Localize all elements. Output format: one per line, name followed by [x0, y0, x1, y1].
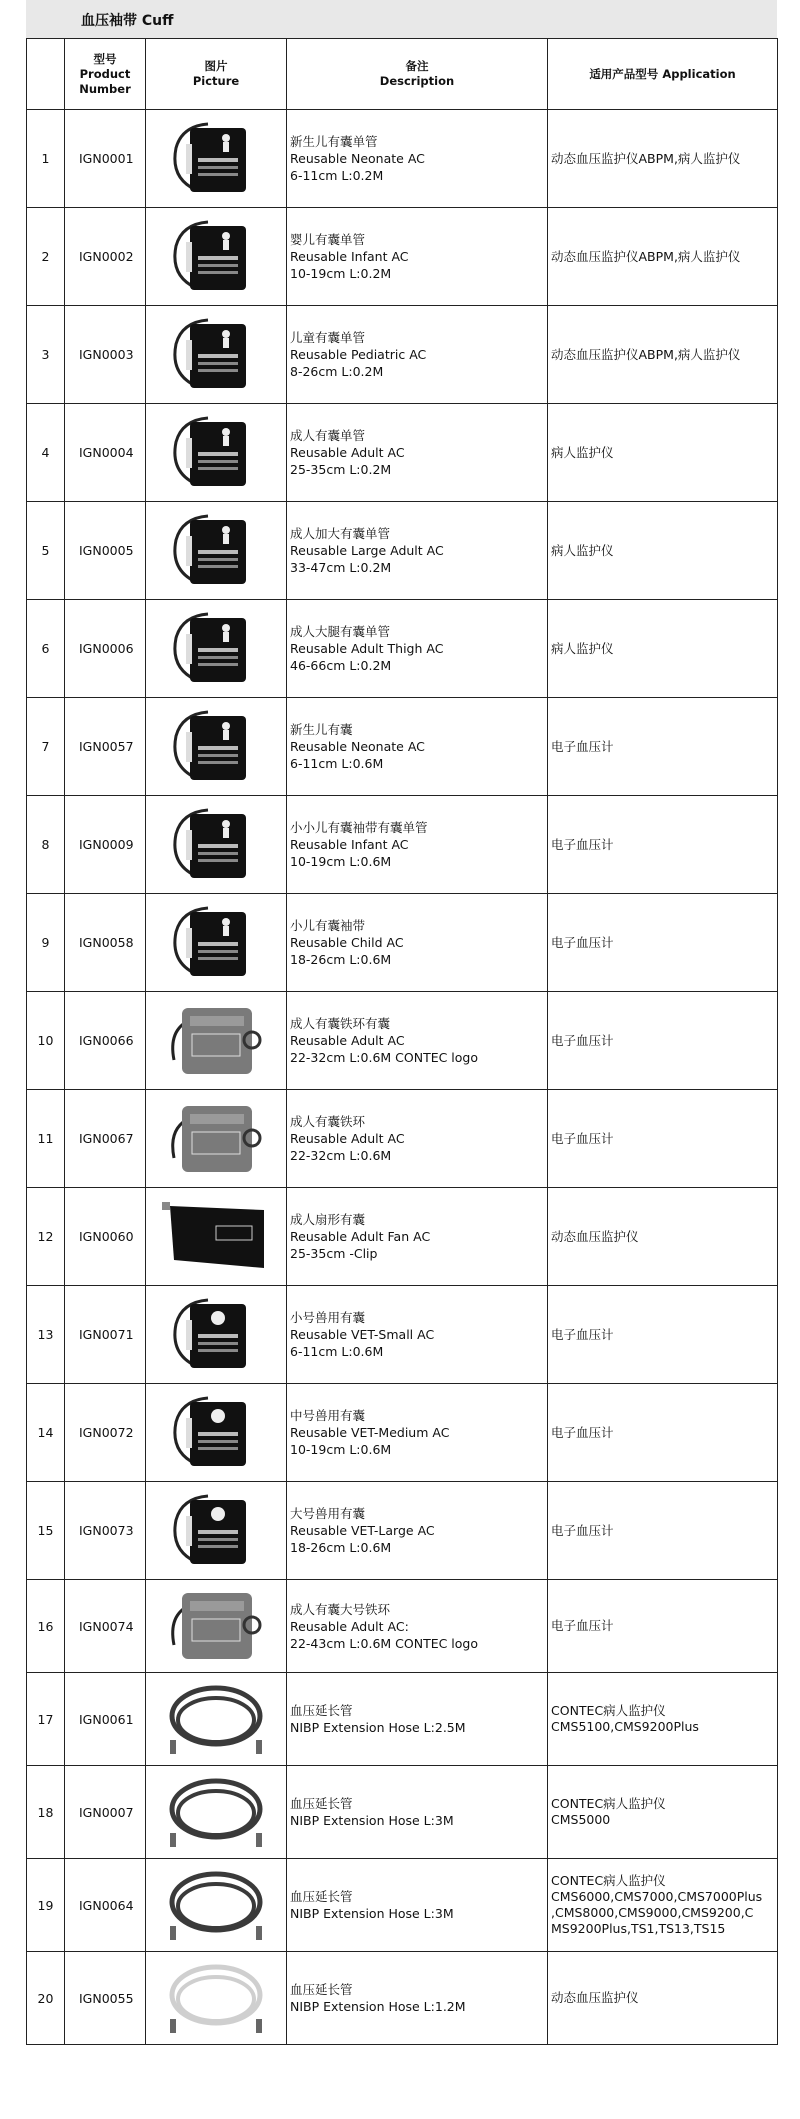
- product-description: [287, 698, 548, 796]
- application-line: CONTEC病人监护仪: [551, 1796, 666, 1811]
- header-number: [27, 39, 65, 110]
- description-line: 成人有囊大号铁环: [290, 1601, 391, 1617]
- product-number: IGN0066: [65, 992, 146, 1090]
- product-number: IGN0007: [65, 1766, 146, 1859]
- vet-medium-cuff-icon: [160, 1392, 272, 1474]
- product-application: [548, 1286, 778, 1384]
- description-line: 小儿有囊袖带: [290, 918, 366, 933]
- product-description: [287, 502, 548, 600]
- description-line: Reusable Neonate AC: [290, 739, 425, 754]
- infant-cuff-hose-icon: [160, 804, 272, 886]
- description-line: 10-19cm L:0.2M: [290, 266, 392, 281]
- application-line: 电子血压计: [551, 1032, 614, 1048]
- description-line: 33-47cm L:0.2M: [290, 560, 392, 575]
- description-line: Reusable Adult AC: [290, 1131, 405, 1146]
- header-picture: [146, 39, 287, 110]
- product-picture: [146, 110, 287, 208]
- row-number: 11: [27, 1090, 65, 1188]
- vet-small-cuff-icon: [160, 1294, 272, 1376]
- white-extension-hose-icon: [160, 1957, 272, 2039]
- product-picture: [146, 796, 287, 894]
- application-line: ,CMS8000,CMS9000,CMS9200,C: [551, 1905, 754, 1920]
- product-application: [548, 1384, 778, 1482]
- description-line: 血压延长管: [290, 1889, 353, 1904]
- table-row: [27, 1580, 778, 1673]
- product-description: [287, 894, 548, 992]
- product-picture: [146, 1286, 287, 1384]
- description-line: Reusable Adult AC: [290, 445, 405, 460]
- table-row: [27, 110, 778, 208]
- fan-cuff-icon: [160, 1196, 272, 1278]
- description-line: NIBP Extension Hose L:1.2M: [290, 1999, 466, 2014]
- product-picture: [146, 1673, 287, 1766]
- product-application: [548, 404, 778, 502]
- description-line: Reusable Adult AC: [290, 1033, 405, 1048]
- row-number: 18: [27, 1766, 65, 1859]
- adult-thigh-cuff-icon: [160, 608, 272, 690]
- product-application: [548, 306, 778, 404]
- description-line: 18-26cm L:0.6M: [290, 1540, 392, 1555]
- product-description: [287, 1766, 548, 1859]
- product-picture: [146, 404, 287, 502]
- product-number: IGN0006: [65, 600, 146, 698]
- product-application: [548, 992, 778, 1090]
- product-description: [287, 1286, 548, 1384]
- product-application: [548, 502, 778, 600]
- product-number: IGN0067: [65, 1090, 146, 1188]
- application-line: 电子血压计: [551, 1618, 614, 1633]
- row-number: 9: [27, 894, 65, 992]
- extension-hose-icon: [160, 1678, 272, 1760]
- product-description: [287, 208, 548, 306]
- product-application: [548, 1188, 778, 1286]
- product-number: IGN0005: [65, 502, 146, 600]
- product-description: [287, 306, 548, 404]
- product-number: IGN0060: [65, 1188, 146, 1286]
- header-picture-line: Picture: [192, 74, 240, 88]
- product-picture: [146, 1384, 287, 1482]
- description-line: 46-66cm L:0.2M: [290, 658, 392, 673]
- product-description: [287, 992, 548, 1090]
- product-description: [287, 600, 548, 698]
- description-line: 成人有囊单管: [290, 428, 366, 443]
- description-line: 小小儿有囊袖带有囊单管: [290, 820, 428, 835]
- row-number: 12: [27, 1188, 65, 1286]
- product-picture: [146, 992, 287, 1090]
- infant-cuff-icon: [160, 216, 272, 298]
- product-number: IGN0001: [65, 110, 146, 208]
- description-line: 成人有囊铁环有囊: [290, 1016, 391, 1031]
- description-line: 10-19cm L:0.6M: [290, 1442, 392, 1457]
- product-number: IGN0055: [65, 1952, 146, 2045]
- description-line: Reusable Adult Thigh AC: [290, 641, 444, 656]
- description-line: 25-35cm L:0.2M: [290, 462, 392, 477]
- child-cuff-hose-icon: [160, 902, 272, 984]
- application-line: 电子血压计: [551, 1326, 614, 1342]
- row-number: 15: [27, 1482, 65, 1580]
- product-application: [548, 110, 778, 208]
- row-number: 20: [27, 1952, 65, 2045]
- description-line: 6-11cm L:0.2M: [290, 168, 384, 183]
- product-number: IGN0009: [65, 796, 146, 894]
- application-line: 电子血压计: [551, 1424, 614, 1440]
- product-description: [287, 796, 548, 894]
- section-header: [26, 0, 777, 39]
- product-picture: [146, 600, 287, 698]
- description-line: 10-19cm L:0.6M: [290, 854, 392, 869]
- application-line: CMS5000: [551, 1812, 611, 1827]
- product-picture: [146, 698, 287, 796]
- application-line: 动态血压监护仪ABPM,病人监护仪: [551, 346, 741, 362]
- description-line: NIBP Extension Hose L:3M: [290, 1906, 454, 1921]
- product-picture: [146, 1188, 287, 1286]
- table-row: [27, 992, 778, 1090]
- description-line: 22-43cm L:0.6M CONTEC logo: [290, 1635, 479, 1651]
- table-row: [27, 698, 778, 796]
- product-number: IGN0073: [65, 1482, 146, 1580]
- section-title: 血压袖带 Cuff: [81, 13, 174, 29]
- table-header-row: [27, 39, 778, 110]
- description-line: 18-26cm L:0.6M: [290, 952, 392, 967]
- table-row: [27, 404, 778, 502]
- application-line: 电子血压计: [551, 1522, 614, 1538]
- adult-large-ring-cuff-icon: [160, 1585, 272, 1667]
- row-number: 5: [27, 502, 65, 600]
- description-line: NIBP Extension Hose L:3M: [290, 1813, 454, 1828]
- application-line: 电子血压计: [551, 836, 614, 852]
- product-application: [548, 796, 778, 894]
- product-number: IGN0002: [65, 208, 146, 306]
- application-line: 病人监护仪: [551, 640, 614, 656]
- table-row: [27, 1482, 778, 1580]
- row-number: 17: [27, 1673, 65, 1766]
- table-row: [27, 1384, 778, 1482]
- product-application: [548, 600, 778, 698]
- large-adult-cuff-icon: [160, 510, 272, 592]
- description-line: 中号兽用有囊: [290, 1408, 366, 1423]
- adult-cuff-icon: [160, 412, 272, 494]
- application-line: 病人监护仪: [551, 542, 614, 558]
- application-line: CMS5100,CMS9200Plus: [551, 1719, 699, 1734]
- child-cuff-icon: [160, 314, 272, 396]
- description-line: Reusable Neonate AC: [290, 151, 425, 166]
- description-line: 血压延长管: [290, 1703, 353, 1718]
- row-number: 1: [27, 110, 65, 208]
- application-line: 电子血压计: [551, 1130, 614, 1146]
- product-application: [548, 208, 778, 306]
- product-picture: [146, 502, 287, 600]
- table-row: [27, 1766, 778, 1859]
- row-number: 10: [27, 992, 65, 1090]
- application-line: 动态血压监护仪: [551, 1228, 639, 1244]
- table-row: [27, 796, 778, 894]
- product-picture: [146, 208, 287, 306]
- table-row: [27, 894, 778, 992]
- application-line: 电子血压计: [551, 934, 614, 950]
- product-application: [548, 1766, 778, 1859]
- row-number: 7: [27, 698, 65, 796]
- description-line: Reusable VET-Large AC: [290, 1523, 435, 1538]
- description-line: 25-35cm -Clip: [290, 1246, 378, 1261]
- row-number: 2: [27, 208, 65, 306]
- neonate-cuff-hose-icon: [160, 706, 272, 788]
- vet-large-cuff-icon: [160, 1490, 272, 1572]
- description-line: 成人加大有囊单管: [290, 526, 391, 541]
- product-application: [548, 1859, 778, 1952]
- description-line: 血压延长管: [290, 1796, 353, 1811]
- product-picture: [146, 1580, 287, 1673]
- description-line: 儿童有囊单管: [290, 330, 366, 345]
- product-application: [548, 1090, 778, 1188]
- product-description: [287, 1952, 548, 2045]
- product-number: IGN0061: [65, 1673, 146, 1766]
- product-number: IGN0074: [65, 1580, 146, 1673]
- description-line: Reusable Large Adult AC: [290, 543, 444, 558]
- product-number: IGN0064: [65, 1859, 146, 1952]
- description-line: Reusable Child AC: [290, 935, 404, 950]
- row-number: 14: [27, 1384, 65, 1482]
- product-picture: [146, 894, 287, 992]
- table-row: [27, 1188, 778, 1286]
- product-description: [287, 1673, 548, 1766]
- product-application: [548, 894, 778, 992]
- table-row: [27, 1286, 778, 1384]
- description-line: Reusable VET-Medium AC: [290, 1425, 450, 1440]
- header-description-line: 备注: [405, 59, 429, 73]
- header-description-line: Description: [379, 74, 455, 88]
- extension-hose-icon: [160, 1771, 272, 1853]
- description-line: 婴儿有囊单管: [290, 232, 366, 247]
- application-line: MS9200Plus,TS1,TS13,TS15: [551, 1921, 726, 1936]
- description-line: Reusable Adult Fan AC: [290, 1229, 431, 1244]
- product-application: [548, 1482, 778, 1580]
- application-line: CONTEC病人监护仪: [551, 1873, 666, 1888]
- application-line: CONTEC病人监护仪: [551, 1703, 666, 1718]
- table-row: [27, 208, 778, 306]
- product-picture: [146, 306, 287, 404]
- application-line: 动态血压监护仪ABPM,病人监护仪: [551, 150, 741, 166]
- table-row: [27, 1090, 778, 1188]
- product-picture: [146, 1766, 287, 1859]
- product-application: [548, 1580, 778, 1673]
- description-line: 22-32cm L:0.6M: [290, 1148, 392, 1163]
- adult-ring-cuff-icon: [160, 1000, 272, 1082]
- product-description: [287, 1859, 548, 1952]
- cuff-table: [26, 38, 778, 2045]
- description-line: 血压延长管: [290, 1982, 353, 1997]
- description-line: 成人大腿有囊单管: [290, 624, 391, 639]
- header-picture-line: 图片: [204, 59, 228, 73]
- product-description: [287, 1090, 548, 1188]
- product-picture: [146, 1952, 287, 2045]
- product-description: [287, 1384, 548, 1482]
- extension-hose-icon: [160, 1864, 272, 1946]
- row-number: 6: [27, 600, 65, 698]
- header-application: 适用产品型号 Application: [548, 39, 778, 110]
- application-line: 病人监护仪: [551, 444, 614, 460]
- application-line: CMS6000,CMS7000,CMS7000Plus: [551, 1889, 763, 1904]
- description-line: Reusable Pediatric AC: [290, 347, 427, 362]
- product-description: [287, 1580, 548, 1673]
- description-line: 6-11cm L:0.6M: [290, 1344, 384, 1359]
- table-row: [27, 1673, 778, 1766]
- description-line: Reusable Infant AC: [290, 249, 409, 264]
- application-line: 动态血压监护仪: [551, 1990, 639, 2005]
- description-line: Reusable VET-Small AC: [290, 1327, 435, 1342]
- row-number: 16: [27, 1580, 65, 1673]
- table-row: [27, 502, 778, 600]
- row-number: 3: [27, 306, 65, 404]
- header-model-line: Number: [79, 81, 131, 96]
- product-description: [287, 110, 548, 208]
- header-description: [287, 39, 548, 110]
- product-number: IGN0058: [65, 894, 146, 992]
- description-line: 新生儿有囊单管: [290, 134, 378, 149]
- application-line: 动态血压监护仪ABPM,病人监护仪: [551, 248, 741, 264]
- row-number: 13: [27, 1286, 65, 1384]
- product-number: IGN0003: [65, 306, 146, 404]
- row-number: 8: [27, 796, 65, 894]
- product-number: IGN0071: [65, 1286, 146, 1384]
- description-line: 6-11cm L:0.6M: [290, 756, 384, 771]
- product-number: IGN0004: [65, 404, 146, 502]
- description-line: 小号兽用有囊: [290, 1310, 366, 1325]
- product-picture: [146, 1482, 287, 1580]
- description-line: 22-32cm L:0.6M CONTEC logo: [290, 1050, 479, 1065]
- table-row: [27, 306, 778, 404]
- product-application: [548, 1673, 778, 1766]
- application-line: 电子血压计: [551, 738, 614, 754]
- description-line: 大号兽用有囊: [290, 1506, 366, 1521]
- row-number: 4: [27, 404, 65, 502]
- table-row: [27, 1859, 778, 1952]
- description-line: Reusable Adult AC:: [290, 1618, 409, 1634]
- description-line: NIBP Extension Hose L:2.5M: [290, 1720, 466, 1735]
- product-application: [548, 698, 778, 796]
- table-row: [27, 600, 778, 698]
- product-application: [548, 1952, 778, 2045]
- description-line: 8-26cm L:0.2M: [290, 364, 384, 379]
- header-model-line: Product: [79, 66, 131, 81]
- product-number: IGN0057: [65, 698, 146, 796]
- product-description: [287, 1482, 548, 1580]
- product-number: IGN0072: [65, 1384, 146, 1482]
- neonate-cuff-icon: [160, 118, 272, 200]
- product-description: [287, 404, 548, 502]
- description-line: 成人扇形有囊: [290, 1212, 366, 1227]
- row-number: 19: [27, 1859, 65, 1952]
- description-line: 新生儿有囊: [290, 722, 353, 737]
- adult-ring-cuff-icon: [160, 1098, 272, 1180]
- header-model-line: 型号: [93, 51, 117, 66]
- description-line: Reusable Infant AC: [290, 837, 409, 852]
- product-picture: [146, 1859, 287, 1952]
- header-model: [65, 39, 146, 110]
- product-description: [287, 1188, 548, 1286]
- product-picture: [146, 1090, 287, 1188]
- description-line: 成人有囊铁环: [290, 1114, 366, 1129]
- table-row: [27, 1952, 778, 2045]
